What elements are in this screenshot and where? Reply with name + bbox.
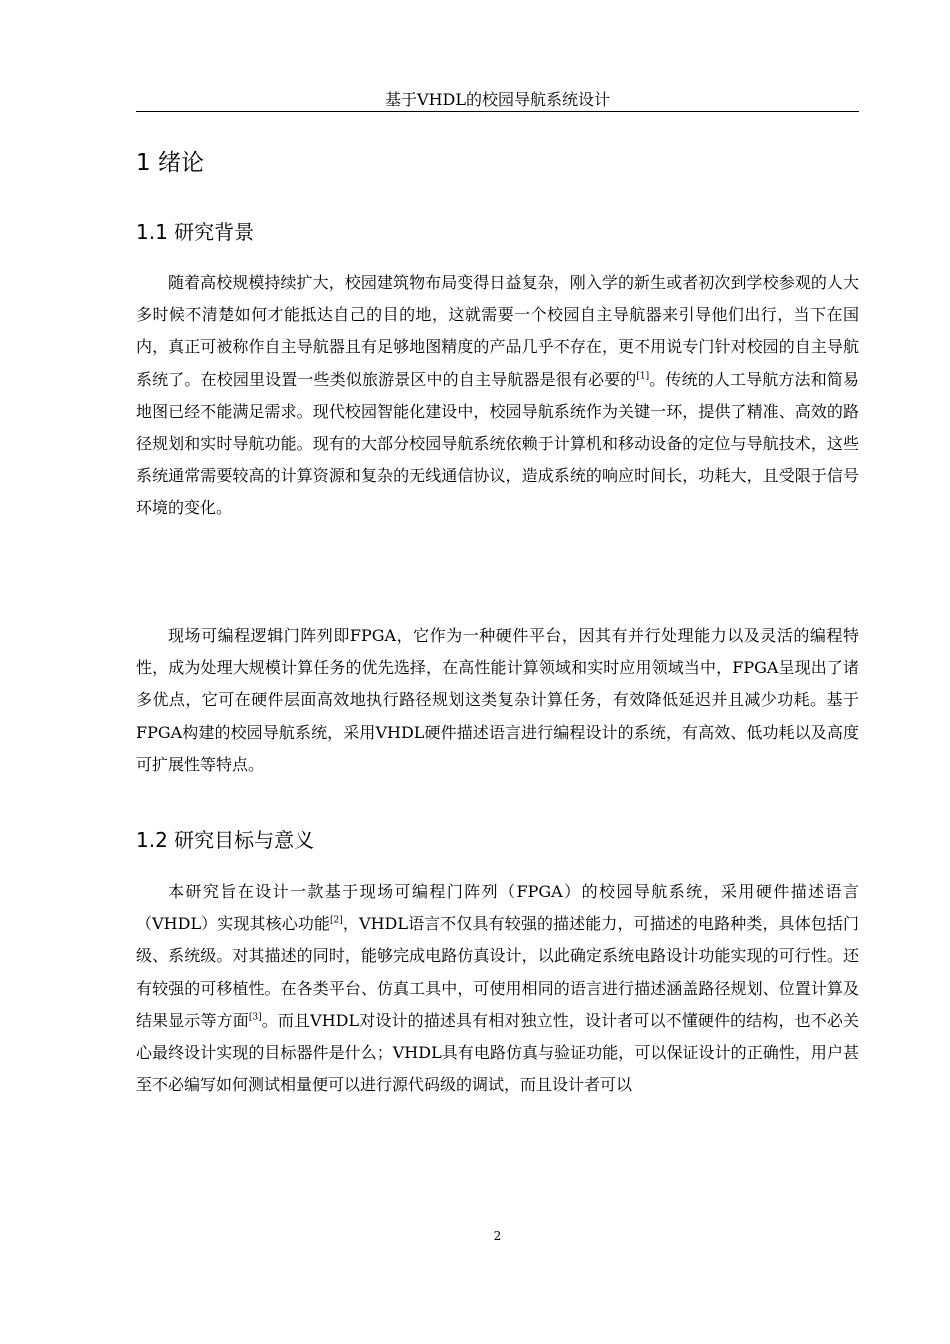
paragraph-background-2 [136, 620, 859, 781]
paragraph-objectives-1 [136, 876, 859, 1101]
paragraph-text: 现场可编程逻辑门阵列即FPGA，它作为一种硬件平台，因其有并行处理能力以及灵活的编程特性，成为处理大规模计算任务的优先选择，在高性能计算领域和实时应用领域当中，FPGA呈现出了诸多优点，它可在硬件层面高效地执行路径规划这类复杂计算任务，有效降低延迟并且减少功耗。基于FPGA构建的校园导航系统，采用VHDL硬件描述语言进行编程设计的系统，有高效、低功耗以及高度可扩展性等特点。 [136, 626, 859, 774]
paragraph-text: 随着高校规模持续扩大，校园建筑物布局变得日益复杂，刚入学的新生或者初次到学校参观的人大多时候不清楚如何才能抵达自己的目的地，这就需要一个校园自主导航器来引导他们出行，当下在国内，真正可被称作自主导航器且有足够地图精度的产品几乎不存在，更不用说专门针对校园的自主导航系统了。在校园里设置一些类似旅游景区中的自主导航器是很有必要的 [136, 273, 859, 389]
paragraph-text: 。而且VHDL对设计的描述具有相对独立性，设计者可以不懂硬件的结构，也不必关心最终设计实现的目标器件是什么；VHDL具有电路仿真与验证功能，可以保证设计的正确性，用户甚至不必编写如何测试相量便可以进行源代码级的调试，而且设计者可以 [136, 1010, 859, 1095]
paragraph-text: 本研究旨在设计一款基于现场可编程门阵列（FPGA）的校园导航系统，采用硬件描述语言（VHDL）实现其核心功能 [136, 882, 859, 934]
paragraph-text: ，VHDL语言不仅具有较强的描述能力，可描述的电路种类，具体包括门级、系统级。对其描述的同时，能够完成电路仿真设计，以此确定系统电路设计功能实现的可行性。还有较强的可移植性。在各类平台、仿真工具中，可使用相同的语言进行描述涵盖路径规划、位置计算及结果显示等方面 [136, 914, 859, 1030]
citation-ref-2[interactable]: [2] [330, 915, 343, 926]
page-number: 2 [493, 1229, 502, 1243]
section-title-1-1: 1.1 研究背景 [136, 220, 255, 244]
paragraph-background-1 [136, 267, 859, 525]
running-header: 基于VHDL的校园导航系统设计 [385, 90, 610, 109]
paragraph-text: 。传统的人工导航方法和简易地图已经不能满足需求。现代校园智能化建设中，校园导航系统作为关键一环，提供了精准、高效的路径规划和实时导航功能。现有的大部分校园导航系统依赖于计算机和移动设备的定位与导航技术，这些系统通常需要较高的计算资源和复杂的无线通信协议，造成系统的响应时间长，功耗大，且受限于信号环境的变化。 [136, 369, 859, 518]
citation-ref-1[interactable]: [1] [636, 371, 650, 382]
section-title-1-2: 1.2 研究目标与意义 [136, 828, 315, 852]
citation-ref-3[interactable]: [3] [248, 1012, 262, 1023]
header-rule [136, 111, 859, 112]
chapter-title: 1 绪论 [136, 150, 204, 176]
